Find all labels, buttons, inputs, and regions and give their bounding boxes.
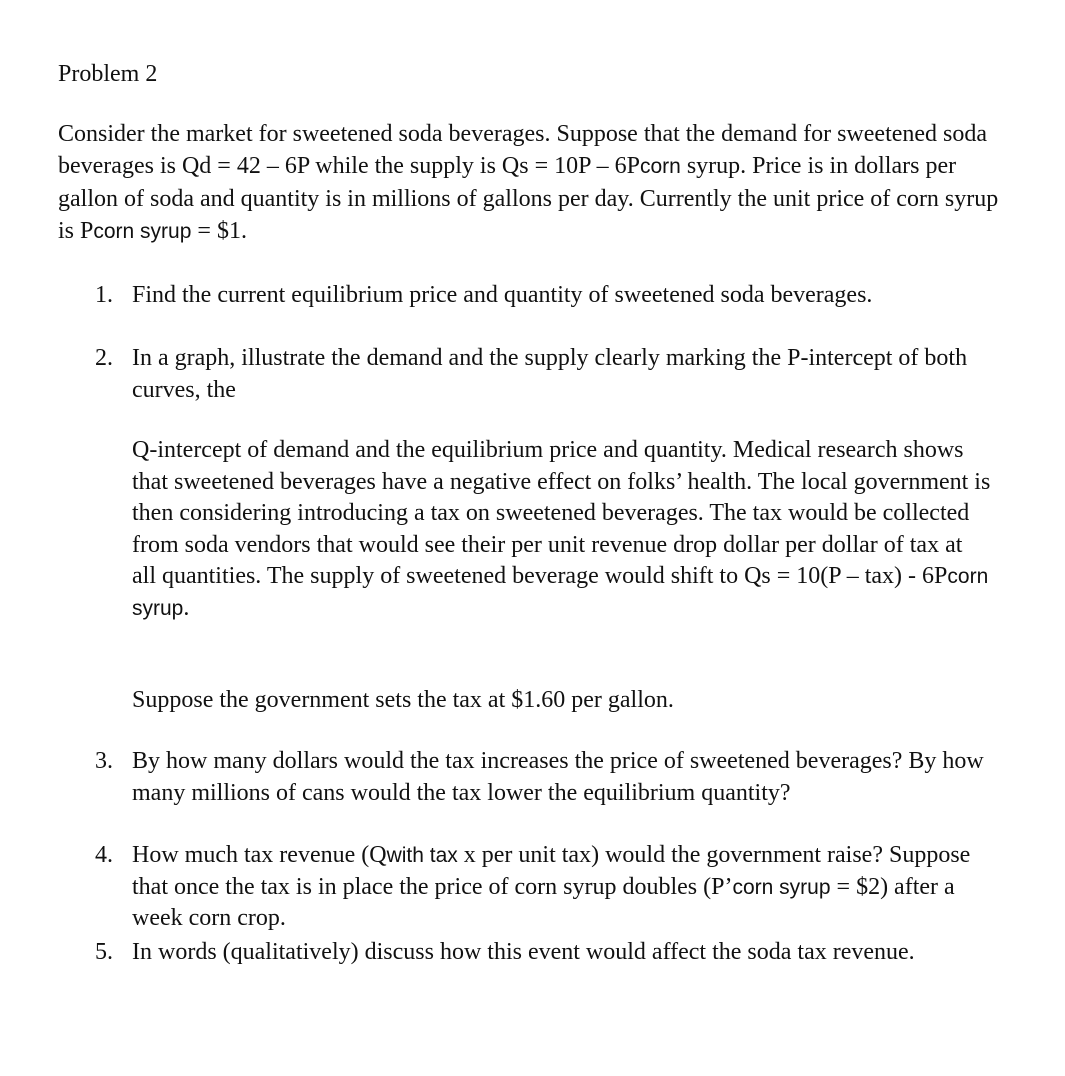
intro-subscript-corn: corn <box>639 155 681 178</box>
question-4-subscript-with-tax: with tax <box>386 844 458 867</box>
tax-amount-paragraph: Suppose the government sets the tax at $1.60 per gallon. <box>132 687 674 713</box>
question-text: Find the current equilibrium price and quantity of sweetened soda beverages. <box>132 282 873 308</box>
intro-text-3: = $1. <box>191 218 247 244</box>
tax-context-paragraph <box>132 435 992 624</box>
intro-text-1: Consider the market for sweetened soda beverages. Suppose that the demand for sweetened soda beverages is Qd = 42 – 6P while the supply is Qs = 10P – 6P <box>58 121 988 179</box>
question-number: 4. <box>95 842 113 868</box>
question-text <box>132 840 992 935</box>
tax-context-subscript: corn syrup <box>132 565 989 620</box>
tax-context-text: Q-intercept of demand and the equilibrium price and quantity. Medical research shows that sweetened beverages have a negative effect on folks’ health. The local government is then considering introducing a tax on sweetened beverages. The tax would be collected from soda vendors that would see their per unit revenue drop dollar per dollar of tax at all quantities. The supply of sweetened beverage would shift to Qs = 10(P – tax) - 6P <box>132 437 991 589</box>
question-4-text-1: How much tax revenue (Q <box>132 842 387 868</box>
question-text: In words (qualitatively) discuss how this event would affect the soda tax revenue. <box>132 939 915 965</box>
question-4-text-3: = $2) after a week corn crop. <box>132 873 955 931</box>
question-number: 1. <box>95 282 113 308</box>
problem-title: Problem 2 <box>58 61 158 87</box>
intro-text-2: syrup. Price is in dollars per gallon of soda and quantity is in millions of gallons per day. Currently the unit price of corn syrup is P <box>58 153 999 244</box>
intro-subscript-corn-syrup: corn syrup <box>93 220 192 243</box>
question-text: By how many dollars would the tax increases the price of sweetened beverages? By how many millions of cans would the tax lower the equilibrium quantity? <box>132 748 984 806</box>
question-number: 5. <box>95 939 113 965</box>
intro-paragraph <box>58 118 1018 248</box>
question-text: In a graph, illustrate the demand and the supply clearly marking the P-intercept of both curves, the <box>132 345 968 403</box>
question-4-subscript-corn-syrup: corn syrup <box>732 875 831 899</box>
question-number: 2. <box>95 345 113 371</box>
question-4-text-2: x per unit tax) would the government raise? Suppose that once the tax is in place the price of corn syrup doubles (P’ <box>132 842 971 900</box>
question-number: 3. <box>95 748 113 774</box>
tax-context-end: . <box>183 594 190 621</box>
